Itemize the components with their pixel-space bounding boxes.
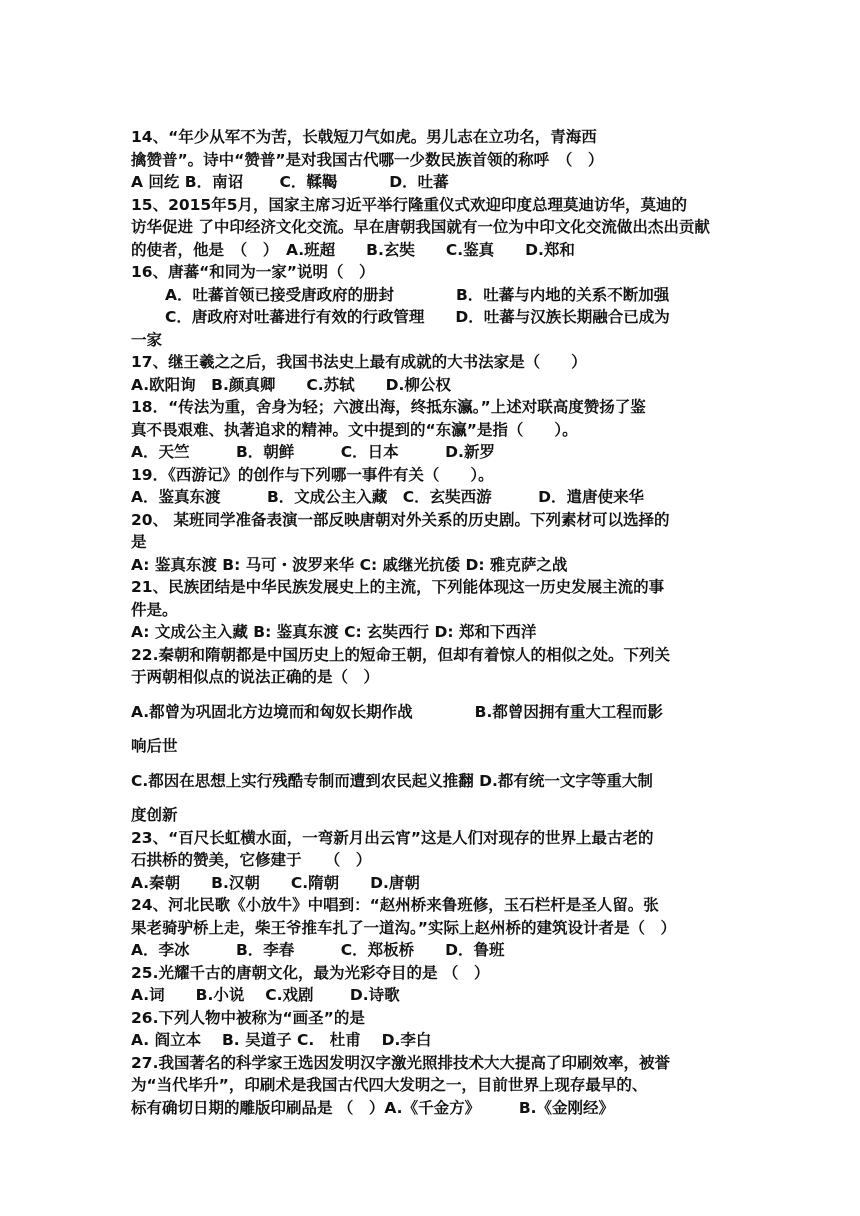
exam-page — [131, 126, 741, 1119]
q15-line-3: 的使者，他是 （ ） A.班超 B.玄奘 C.鉴真 D.郑和 — [131, 240, 575, 259]
q24-line-1: 24、河北民歌《小放牛》中唱到：“赵州桥来鲁班修，玉石栏杆是圣人留。张 — [131, 896, 659, 914]
q22-options-ab: A.都曾为巩固北方边境而和匈奴长期作战 B.都曾因拥有重大工程而影 — [131, 702, 663, 721]
q19-options: A．鉴真东渡 B．文成公主入藏 C．玄奘西游 D．遣唐使来华 — [131, 488, 645, 506]
q22-options-cd: C.都因在思想上实行残酷专制而遭到农民起义推翻 D.都有统一文字等重大制 — [131, 771, 653, 790]
q19-line-1: 19．《西游记》的创作与下列哪一事件有关（ ）。 — [131, 465, 494, 484]
q20-options: A: 鉴真东渡 B: 马可・波罗来华 C: 戚继光抗倭 D: 雅克萨之战 — [131, 555, 568, 574]
q22-options-d-cont: 度创新 — [131, 806, 178, 824]
q14-line-1: 14、“年少从军不为苦，长戟短刀气如虎。男儿志在立功名，青海西 — [131, 128, 597, 146]
q14-line-2: 擒赞普”。诗中“赞普”是对我国古代哪一少数民族首领的称呼 （ ） — [131, 150, 604, 169]
q16-options-cd: C．唐政府对吐蕃进行有效的行政管理 D．吐蕃与汉族长期融合已成为 — [165, 308, 670, 326]
q24-options: A．李冰 B．李春 C．郑板桥 D．鲁班 — [131, 941, 505, 959]
q16-line-1: 16、唐蕃“和同为一家”说明（ ） — [131, 263, 375, 281]
q16-options-ab: A．吐蕃首领已接受唐政府的册封 B．吐蕃与内地的关系不断加强 — [165, 285, 670, 304]
q23-options: A.秦朝 B.汉朝 C.隋朝 D.唐朝 — [131, 873, 420, 892]
q16-options-cont: 一家 — [131, 330, 163, 349]
q17-options: A.欧阳询 B.颜真卿 C.苏轼 D.柳公权 — [131, 375, 451, 394]
q18-options: A．天竺 B．朝鲜 C．日本 D.新罗 — [131, 443, 495, 461]
q27-line-1: 27.我国著名的科学家王选因发明汉字激光照排技术大大提高了印刷效率，被誉 — [131, 1053, 670, 1072]
q25-line-1: 25.光耀千古的唐朝文化，最为光彩夺目的是 （ ） — [131, 963, 490, 982]
q24-line-2: 果老骑驴桥上走，柴王爷推车扎了一道沟。”实际上赵州桥的建筑设计者是（ ） — [131, 918, 676, 937]
q15-line-2: 访华促进 了中印经济文化交流。早在唐朝我国就有一位为中印文化交流做出杰出贡献 — [131, 218, 710, 236]
q20-line-2: 是 — [131, 533, 147, 551]
q23-line-2: 石拱桥的赞美，它修建于 （ ） — [131, 851, 372, 869]
q21-line-1: 21、民族团结是中华民族发展史上的主流，下列能体现这一历史发展主流的事 — [131, 578, 665, 596]
q17-line-1: 17、继王羲之之后，我国书法史上最有成就的大书法家是（ ） — [131, 353, 587, 371]
q21-line-2: 件是。 — [131, 600, 178, 619]
q14-options: A 回纥 B．南诏 C．鞣鞨 D．吐蕃 — [131, 173, 449, 191]
q27-line-2: 为“当代毕升”，印刷术是我国古代四大发明之一，目前世界上现存最早的、 — [131, 1076, 648, 1094]
q27-line-3: 标有确切日期的雕版印刷品是 （ ）A.《千金方》 B.《金刚经》 — [131, 1098, 615, 1117]
q21-options: A: 文成公主入藏 B: 鉴真东渡 C: 玄奘西行 D: 郑和下西洋 — [131, 623, 537, 641]
q22-options-b-cont: 响后世 — [131, 737, 178, 755]
q22-line-2: 于两朝相似点的说法正确的是（ ） — [131, 668, 380, 686]
q20-line-1: 20、 某班同学准备表演一部反映唐朝对外关系的历史剧。下列素材可以选择的 — [131, 510, 670, 529]
q22-line-1: 22.秦朝和隋朝都是中国历史上的短命王朝，但却有着惊人的相似之处。下列关 — [131, 645, 670, 664]
q25-options: A.词 B.小说 C.戏剧 D.诗歌 — [131, 986, 400, 1004]
q26-options: A. 阎立本 B. 吴道子 C. 杜甫 D.李白 — [131, 1031, 432, 1049]
q18-line-2: 真不畏艰难、执著追求的精神。文中提到的“东瀛”是指（ ）。 — [131, 420, 578, 439]
q15-line-1: 15、2015年5月，国家主席习近平举行隆重仪式欢迎印度总理莫迪访华，莫迪的 — [131, 195, 687, 214]
q23-line-1: 23、“百尺长虹横水面，一弯新月出云宵”这是人们对现存的世界上最古老的 — [131, 828, 654, 847]
q26-line-1: 26.下列人物中被称为“画圣”的是 — [131, 1008, 365, 1027]
q18-line-1: 18．“传法为重，舍身为轻；六渡出海，终抵东瀛。”上述对联高度赞扬了鉴 — [131, 398, 646, 416]
